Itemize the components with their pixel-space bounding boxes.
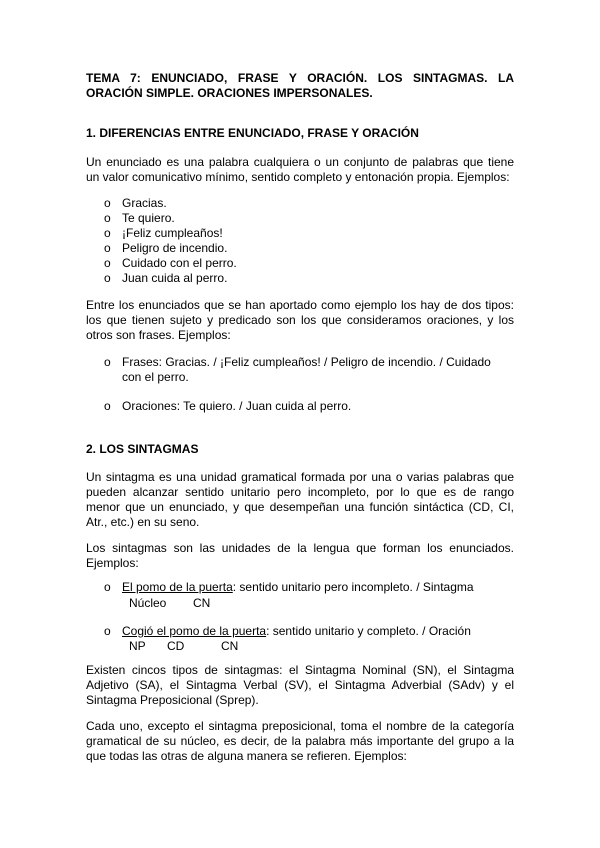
text-line: Un sintagma es una unidad gramatical formada por una o varias palabras que	[86, 470, 514, 484]
bullet-marker: o	[104, 624, 111, 638]
example-text: ¡Feliz cumpleaños!	[122, 226, 223, 240]
text-line: gramatical de su núcleo, es decir, de la palabra más importante del grupo a la	[86, 734, 514, 748]
text-line: otros son frases. Ejemplos:	[86, 328, 231, 342]
text-line: Existen cincos tipos de sintagmas: el Sintagma Nominal (SN), el Sintagma	[86, 663, 514, 677]
example-description: : sentido unitario y completo. / Oración	[266, 624, 471, 638]
text-line: Cada uno, excepto el sintagma preposicional, toma el nombre de la categoría	[86, 719, 514, 733]
section-1-paragraph-2	[86, 298, 514, 343]
title-line-1: TEMA 7: ENUNCIADO, FRASE Y ORACIÓN. LOS SINTAGMAS. LA	[86, 71, 514, 85]
analysis-label: CN	[221, 639, 239, 653]
bullet-marker: o	[104, 226, 111, 240]
title-line-2: ORACIÓN SIMPLE. ORACIONES IMPERSONALES.	[86, 86, 373, 100]
text-line: pueden alcanzar sentido unitario pero incompleto, por lo que es de rango	[86, 485, 514, 499]
analysis-label: Núcleo	[129, 596, 167, 610]
frases-text-line-2: con el perro.	[122, 370, 189, 384]
example-description: : sentido unitario pero incompleto. / Sintagma	[232, 580, 474, 594]
example-text: Peligro de incendio.	[122, 241, 228, 255]
bullet-marker: o	[104, 355, 111, 369]
section-2-paragraph-1	[86, 470, 514, 530]
text-line: Sintagma Preposicional (Sprep).	[86, 693, 259, 707]
bullet-marker: o	[104, 271, 111, 285]
text-line: los que tienen sujeto y predicado son los que consideramos oraciones, y los	[86, 313, 514, 327]
example-text: Gracias.	[122, 196, 167, 210]
example-sentence	[122, 580, 474, 595]
example-text: Juan cuida al perro.	[122, 271, 228, 285]
analysis-label: CN	[193, 596, 211, 610]
bullet-marker: o	[104, 256, 111, 270]
section-2-paragraph-4	[86, 719, 514, 764]
text-line: que todas las otras de alguna manera se refieren. Ejemplos:	[86, 749, 407, 763]
text-line: Un enunciado es una palabra cualquiera o un conjunto de palabras que tiene	[86, 155, 514, 169]
section-2-paragraph-2	[86, 541, 514, 571]
underlined-phrase: El pomo de la puerta	[122, 580, 233, 594]
bullet-marker: o	[104, 196, 111, 210]
section-2-heading: 2. LOS SINTAGMAS	[86, 442, 199, 456]
bullet-marker: o	[104, 580, 111, 594]
section-1-heading: 1. DIFERENCIAS ENTRE ENUNCIADO, FRASE Y ORACIÓN	[86, 126, 419, 140]
bullet-marker: o	[104, 211, 111, 225]
oraciones-text: Oraciones: Te quiero. / Juan cuida al perro.	[122, 399, 352, 413]
text-line: Atr., etc.) en su seno.	[86, 515, 200, 529]
section-2-paragraph-3	[86, 663, 514, 708]
section-1-intro	[86, 155, 514, 185]
text-line: Entre los enunciados que se han aportado como ejemplo los hay de dos tipos:	[86, 298, 514, 312]
bullet-marker: o	[104, 399, 111, 413]
example-sentence	[122, 624, 471, 639]
bullet-marker: o	[104, 241, 111, 255]
text-line: menor que un enunciado, y que desempeñan una función sintáctica (CD, CI,	[86, 500, 514, 514]
text-line: un valor comunicativo mínimo, sentido completo y entonación propia. Ejemplos:	[86, 170, 510, 184]
underlined-phrase: Cogió el pomo de la puerta	[122, 624, 267, 638]
example-text: Te quiero.	[122, 211, 175, 225]
page-title	[86, 71, 514, 101]
text-line: Los sintagmas son las unidades de la lengua que forman los enunciados.	[86, 541, 514, 555]
frases-text-line-1: Frases: Gracias. / ¡Feliz cumpleaños! / Peligro de incendio. / Cuidado	[122, 355, 491, 369]
analysis-label: CD	[167, 639, 185, 653]
text-line: Ejemplos:	[86, 556, 139, 570]
analysis-label: NP	[129, 639, 146, 653]
text-line: Adjetivo (SA), el Sintagma Verbal (SV), el Sintagma Adverbial (SAdv) y el	[86, 678, 514, 692]
example-text: Cuidado con el perro.	[122, 256, 237, 270]
